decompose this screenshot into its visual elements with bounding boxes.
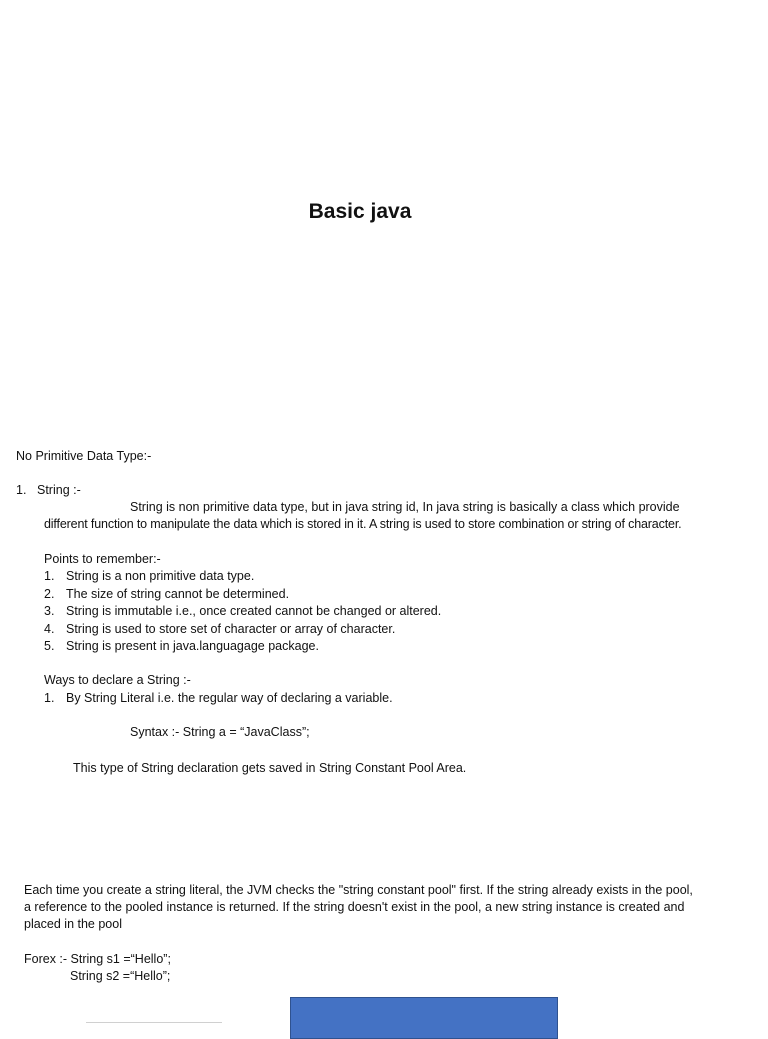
item1-number: 1. <box>16 483 27 497</box>
point-number: 2. <box>44 587 55 601</box>
points-heading: Points to remember:- <box>44 552 161 566</box>
diagram-divider <box>86 1022 222 1023</box>
point-text: String is a non primitive data type. <box>66 569 255 583</box>
point-text: String is immutable i.e., once created cannot be changed or altered. <box>66 604 442 618</box>
pool-explanation-line3: placed in the pool <box>24 917 122 931</box>
point-text: String is used to store set of character or array of character. <box>66 622 396 636</box>
pool-note: This type of String declaration gets saved in String Constant Pool Area. <box>73 761 467 775</box>
point-number: 4. <box>44 622 55 636</box>
ways-item-number: 1. <box>44 691 55 705</box>
diagram-box <box>290 997 558 1039</box>
ways-heading: Ways to declare a String :- <box>44 673 191 687</box>
item1-label: String :- <box>37 483 81 497</box>
item1-description-line1: String is non primitive data type, but in java string id, In java string is basically a class which provide <box>130 500 680 514</box>
example-line2: String s2 =“Hello”; <box>70 969 171 983</box>
page-title <box>0 200 720 224</box>
point-text: The size of string cannot be determined. <box>66 587 290 601</box>
pool-explanation-line1: Each time you create a string literal, the JVM checks the "string constant pool" first. If the string already exists in the pool, <box>24 883 693 897</box>
pool-explanation-line2: a reference to the pooled instance is returned. If the string doesn't exist in the pool, a new string instance is created and <box>24 900 685 914</box>
point-number: 5. <box>44 639 55 653</box>
point-number: 3. <box>44 604 55 618</box>
section-heading: No Primitive Data Type:- <box>16 449 152 463</box>
syntax-line: Syntax :- String a = “JavaClass”; <box>130 725 310 739</box>
ways-item-text: By String Literal i.e. the regular way of declaring a variable. <box>66 691 393 705</box>
page-title-text: Basic java <box>308 200 412 223</box>
item1-description-line2: different function to manipulate the data which is stored in it. A string is used to store combination or string of character. <box>44 517 682 531</box>
example-line1: Forex :- String s1 =“Hello”; <box>24 952 171 966</box>
point-text: String is present in java.languagage package. <box>66 639 319 653</box>
point-number: 1. <box>44 569 55 583</box>
